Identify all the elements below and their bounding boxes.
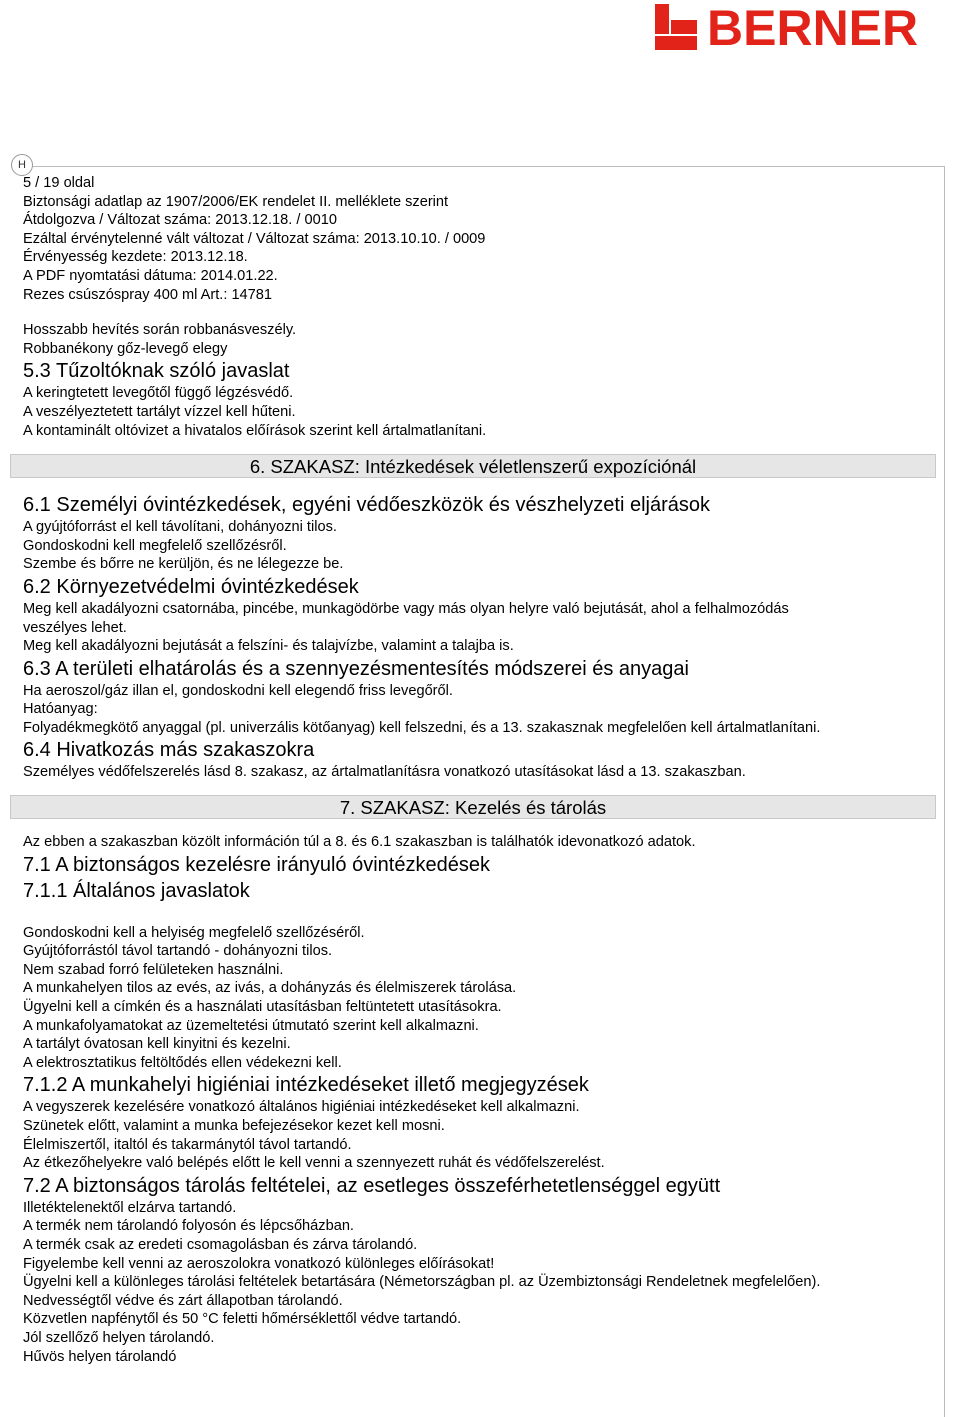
subsection-heading-7-1-2: 7.1.2 A munkahelyi higiéniai intézkedéseket illető megjegyzések [23, 1074, 589, 1097]
text-line: Nem szabad forró felületeken használni. [23, 961, 284, 978]
subsection-heading-6-3: 6.3 A területi elhatárolás és a szennyezésmentesítés módszerei és anyagai [23, 657, 689, 680]
text-line: A gyújtóforrást el kell távolítani, dohányozni tilos. [23, 519, 337, 536]
text-line: A veszélyeztetett tartályt vízzel kell hűteni. [23, 403, 296, 420]
text-line: A munkahelyen tilos az evés, az ivás, a dohányzás és élelmiszerek tárolása. [23, 980, 517, 997]
text-line: A tartályt óvatosan kell kinyitni és kezelni. [23, 1036, 291, 1053]
subsection-heading-6-1: 6.1 Személyi óvintézkedések, egyéni védőeszközök és vészhelyzeti eljárások [23, 494, 711, 517]
text-line: Figyelembe kell venni az aeroszolokra vonatkozó különleges előírásokat! [23, 1255, 495, 1272]
text-line: Hosszabb hevítés során robbanásveszély. [23, 322, 297, 339]
berner-logo [655, 0, 955, 56]
text-line: Szembe és bőrre ne kerüljön, és ne lélegezze be. [23, 556, 344, 573]
header-superseded: Ezáltal érvénytelenné vált változat / Változat száma: 2013.10.10. / 0009 [23, 230, 486, 247]
text-line: Ha aeroszol/gáz illan el, gondoskodni kell elegendő friss levegőről. [23, 682, 453, 699]
text-line: A elektrosztatikus feltöltődés ellen védekezni kell. [23, 1054, 342, 1071]
text-line: Szünetek előtt, valamint a munka befejezésekor kezet kell mosni. [23, 1118, 445, 1134]
subsection-heading-6-4: 6.4 Hivatkozás más szakaszokra [23, 739, 315, 762]
subsection-heading-7-2: 7.2 A biztonságos tárolás feltételei, az esetleges összeférhetetlenséggel együtt [23, 1174, 721, 1197]
document-content [23, 174, 938, 1366]
subsection-heading-5-3: 5.3 Tűzoltóknak szóló javaslat [23, 360, 290, 383]
subsection-heading-6-2: 6.2 Környezetvédelmi óvintézkedések [23, 575, 359, 598]
text-line: A kontaminált oltóvizet a hivatalos előírások szerint kell ártalmatlanítani. [23, 422, 487, 439]
text-line: Gondoskodni kell a helyiség megfelelő szellőzéséről. [23, 924, 365, 941]
text-line: Illetéktelenektől elzárva tartandó. [23, 1199, 237, 1216]
text-line: Jól szellőző helyen tárolandó. [23, 1329, 215, 1346]
header-print-date: A PDF nyomtatási dátuma: 2014.01.22. [23, 267, 278, 284]
text-line: Meg kell akadályozni bejutását a felszíni- és talajvízbe, valamint a talajba is. [23, 638, 514, 655]
text-line: Nedvességtől védve és zárt állapotban tárolandó. [23, 1292, 343, 1309]
text-line: Személyes védőfelszerelés lásd 8. szakasz, az ártalmatlanításra vonatkozó utasításokat lásd a 13. szakaszban. [23, 764, 746, 781]
section-6-title: 6. SZAKASZ: Intézkedések véletlenszerű expozíciónál [10, 454, 936, 478]
text-line: Gondoskodni kell megfelelő szellőzésről. [23, 537, 287, 554]
header-regulation: Biztonsági adatlap az 1907/2006/EK rendelet II. melléklete szerint [23, 193, 449, 210]
text-line: Folyadékmegkötő anyaggal (pl. univerzális kötőanyag) kell felszedni, és a 13. szakasznak megfelelően kell ártalmatlanítani. [23, 719, 821, 736]
language-badge: H [11, 154, 33, 176]
text-line: Meg kell akadályozni csatornába, pincébe, munkagödörbe vagy más olyan helyre való bejutását, ahol a felhalmozódás [23, 600, 789, 617]
section-7-title: 7. SZAKASZ: Kezelés és tárolás [10, 795, 936, 819]
text-line: A termék csak az eredeti csomagolásban és zárva tárolandó. [23, 1236, 418, 1253]
text-line: Közvetlen napfénytől és 50 °C feletti hőmérséklettől védve tartandó. [23, 1311, 462, 1328]
page-number: 5 / 19 oldal [23, 175, 95, 191]
text-line: Az étkezőhelyekre való belépés előtt le kell venni a szennyezett ruhát és védőfelszerelést. [23, 1155, 605, 1172]
header-product: Rezes csúszóspray 400 ml Art.: 14781 [23, 286, 273, 303]
header-valid-from: Érvényesség kezdete: 2013.12.18. [23, 249, 248, 266]
text-line: A termék nem tárolandó folyosón és lépcsőházban. [23, 1218, 354, 1235]
text-line: Gyújtóforrástól távol tartandó - dohányozni tilos. [23, 943, 333, 960]
header-revision: Átdolgozva / Változat száma: 2013.12.18. / 0010 [23, 212, 337, 229]
section-7-intro: Az ebben a szakaszban közölt információn túl a 8. és 6.1 szakaszban is találhatók idevonatkozó adatok. [23, 834, 696, 851]
text-line: Élelmiszertől, italtól és takarmánytól távol tartandó. [23, 1136, 352, 1153]
text-line: Robbanékony gőz-levegő elegy [23, 340, 228, 357]
text-line: A keringtetett levegőtől függő légzésvédő. [23, 385, 294, 402]
text-line: Ügyelni kell a címkén és a használati utasításban feltüntetett utasításokra. [23, 999, 502, 1016]
berner-logo-mark-icon [655, 4, 697, 50]
subsection-heading-7-1-1: 7.1.1 Általános javaslatok [23, 879, 250, 902]
document-header [23, 174, 938, 304]
text-line: Hatóanyag: [23, 701, 98, 718]
text-line: Ügyelni kell a különleges tárolási feltételek betartására (Németországban pl. az Üzembiztonsági Rendeletnek megfelelően). [23, 1274, 821, 1291]
text-line: A munkafolyamatokat az üzemeltetési útmutató szerint kell alkalmazni. [23, 1017, 479, 1034]
berner-logo-text: BERNER [707, 0, 919, 56]
subsection-heading-7-1: 7.1 A biztonságos kezelésre irányuló óvintézkedések [23, 853, 490, 876]
text-line: veszélyes lehet. [23, 619, 127, 636]
text-line: A vegyszerek kezelésére vonatkozó általános higiéniai intézkedéseket kell alkalmazni. [23, 1099, 580, 1116]
text-line: Hűvös helyen tárolandó [23, 1348, 177, 1365]
